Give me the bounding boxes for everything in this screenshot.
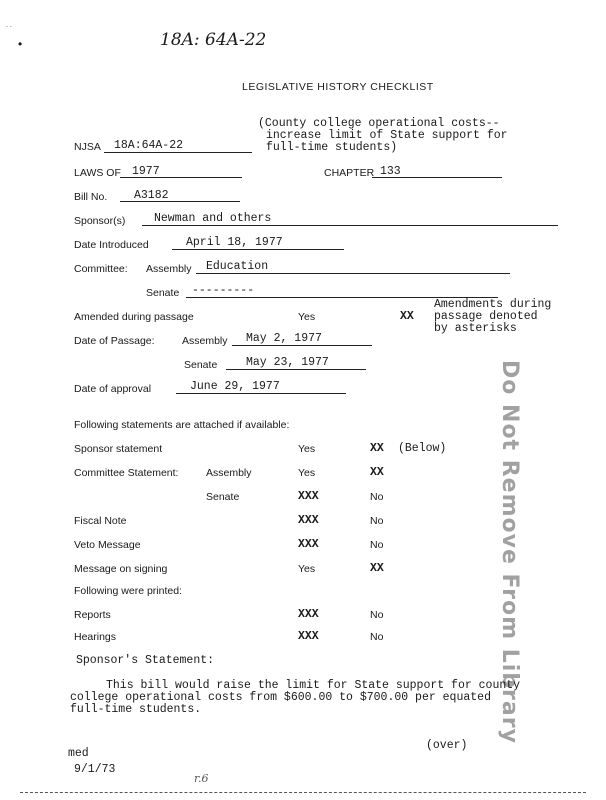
message-signing-no: XX: [370, 562, 384, 575]
hearings-label: Hearings: [74, 631, 117, 643]
message-signing-label: Message on signing: [74, 563, 168, 575]
fiscal-note-label: Fiscal Note: [74, 515, 127, 527]
sponsor-statement-body-line: full-time students.: [70, 703, 202, 716]
bill-underline: [120, 201, 240, 202]
passage-assembly-value: May 2, 1977: [246, 332, 322, 345]
amended-yes: Yes: [298, 311, 316, 323]
date-introduced-label: Date Introduced: [74, 239, 149, 251]
committee-statement-label: Committee Statement:: [74, 467, 179, 479]
njsa-label: NJSA: [74, 141, 101, 153]
bill-value: A3182: [134, 189, 169, 202]
bill-description-line: full-time students): [266, 141, 398, 154]
margin-mark: •: [18, 37, 23, 51]
committee-statement-assembly-no: XX: [370, 466, 384, 479]
bottom-dashed-rule: [20, 792, 586, 793]
sponsor-statement-header: Sponsor's Statement:: [76, 654, 215, 667]
chapter-value: 133: [380, 165, 401, 178]
fiscal-note-no: No: [370, 515, 384, 527]
njsa-value: 18A:64A-22: [114, 139, 184, 152]
sponsor-value: Newman and others: [154, 212, 272, 225]
date-introduced-value: April 18, 1977: [186, 236, 283, 249]
committee-assembly-label: Assembly: [146, 263, 192, 275]
committee-underline: [196, 273, 510, 274]
veto-message-yes: XXX: [298, 538, 319, 551]
sponsor-statement-body-line: college operational costs from $600.00 to $700.00 per equated: [70, 691, 491, 704]
committee-senate-label: Senate: [146, 287, 180, 299]
library-stamp-text: Do Not Remove From Library: [497, 360, 522, 744]
approval-underline: [176, 393, 346, 394]
margin-mark: . .: [6, 22, 12, 29]
printed-header: Following were printed:: [74, 585, 182, 597]
passage-label: Date of Passage:: [74, 335, 155, 347]
message-signing-yes: Yes: [298, 563, 316, 575]
reports-label: Reports: [74, 609, 111, 621]
passage-senate-value: May 23, 1977: [246, 356, 329, 369]
footer-handwritten-mark: r.6: [194, 772, 209, 785]
reports-no: No: [370, 609, 384, 621]
sponsor-statement-no: XX: [370, 442, 384, 455]
approval-value: June 29, 1977: [190, 380, 280, 393]
passage-senate-label: Senate: [184, 359, 218, 371]
hearings-yes: XXX: [298, 630, 319, 643]
committee-statement-senate-yes: XXX: [298, 490, 319, 503]
handwritten-reference: 18A: 64A-22: [160, 30, 267, 50]
sponsor-statement-body-line: This bill would raise the limit for State support for county: [106, 679, 521, 692]
sponsor-statement-yes: Yes: [298, 443, 316, 455]
bill-label: Bill No.: [74, 191, 108, 203]
footer-initials: med: [68, 747, 89, 760]
committee-assembly-value: Education: [206, 260, 269, 273]
footer-date: 9/1/73: [74, 763, 116, 776]
sponsor-statement-label: Sponsor statement: [74, 443, 163, 455]
committee-statement-assembly-yes: Yes: [298, 467, 316, 479]
sponsor-statement-note: (Below): [398, 442, 447, 455]
fiscal-note-yes: XXX: [298, 514, 319, 527]
chapter-underline: [372, 177, 502, 178]
laws-label: LAWS OF: [74, 167, 121, 179]
bill-description-line: increase limit of State support for: [266, 129, 508, 142]
passage-senate-underline: [226, 369, 366, 370]
amendments-note-line: Amendments during: [434, 298, 552, 311]
sponsor-label: Sponsor(s): [74, 215, 126, 227]
bill-description-line: (County college operational costs--: [258, 117, 500, 130]
approval-label: Date of approval: [74, 383, 152, 395]
amended-label: Amended during passage: [74, 311, 194, 323]
passage-assembly-label: Assembly: [182, 335, 228, 347]
amendments-note-line: passage denoted: [434, 310, 538, 323]
committee-statement-senate-no: No: [370, 491, 384, 503]
committee-statement-senate: Senate: [206, 491, 240, 503]
statements-header: Following statements are attached if available:: [74, 419, 290, 431]
reports-yes: XXX: [298, 608, 319, 621]
sponsor-underline: [142, 225, 558, 226]
amendments-note-line: by asterisks: [434, 322, 517, 335]
committee-senate-value: ---------: [192, 284, 255, 297]
njsa-underline: [104, 152, 252, 153]
committee-label: Committee:: [74, 263, 128, 275]
over-label: (over): [426, 739, 468, 752]
laws-value: 1977: [132, 165, 160, 178]
page-title: LEGISLATIVE HISTORY CHECKLIST: [242, 81, 434, 93]
library-stamp: [458, 356, 528, 744]
date-introduced-underline: [172, 249, 344, 250]
amended-mark: XX: [400, 310, 414, 323]
chapter-label: CHAPTER: [324, 167, 375, 179]
hearings-no: No: [370, 631, 384, 643]
veto-message-label: Veto Message: [74, 539, 141, 551]
committee-statement-assembly: Assembly: [206, 467, 252, 479]
passage-assembly-underline: [232, 345, 372, 346]
laws-underline: [120, 177, 242, 178]
veto-message-no: No: [370, 539, 384, 551]
